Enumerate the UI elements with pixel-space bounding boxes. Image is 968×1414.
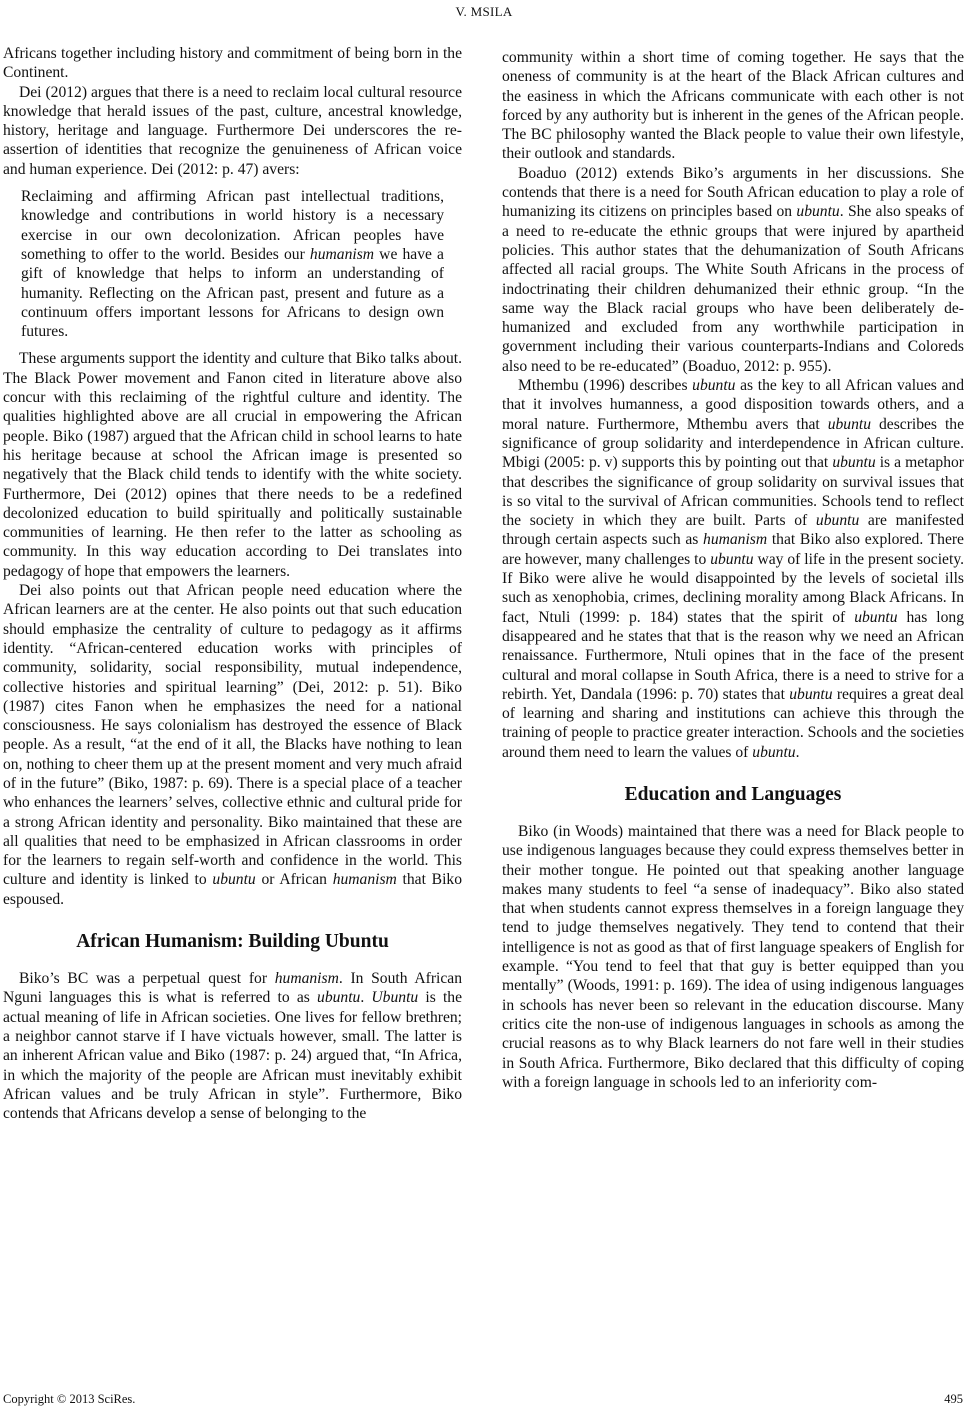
italic-term: ubuntu [692,377,736,395]
italic-term: humanism [703,531,768,549]
section-heading: African Humanism: Building Ubuntu [76,931,389,953]
body-paragraph: Dei also points out that African people need education where the African learners are at the center. He also points out that such education should emphasize the centrality of culture to pedagogy as it affirms identity. “African-centered education works with principles of community, solidarity, social responsibility, mutual independence, collective histories and spiritual learning” (Dei, 2012: p. 51). Biko (1987) cites Fanon when he emphasizes the need for a national consciousness. He says colonialism has destroyed the essence of Black people. As a result, “at the end of it all, the Blacks have nothing to lean on, nothing to cheer them up at the present moment and very much afraid of in the future” (Biko, 1987: p. 69). There is a special place of a teacher who enhances the learners’ selves, collective ethnic and cultural pride for a strong African identity and personality. Biko maintained that these are all qualities that need to be emphasized in African classrooms in order for the learners to regain self-worth and confidence in the world. This culture and identity is linked to ubuntu or African humanism that Biko espoused. [3,582,462,908]
italic-term: ubuntu [752,743,796,761]
body-paragraph: Boaduo (2012) extends Biko’s arguments in her discussions. She contends that there is a need for South African education to play a role of humanizing its citizens on principles based on ubuntu. She also speaks of a need to re-educate the ethnic groups that were injured by apartheid policies. This author states that the dehumanization of South Africans affected all racial groups. The White South Africans in the process of indoctrinating their children dehumanized their ethnic group. “In the same way the Black racial groups who have been deliberately de-humanized and excluded from any worthwhile participation in government including their various counterparts-Indians and Coloreds also need to be re-educated” (Boaduo, 2012: p. 955). [502,164,964,375]
page-number: 495 [944,1392,963,1406]
copyright-notice: Copyright © 2013 SciRes. [3,1392,136,1406]
italic-term: ubuntu [212,871,256,889]
italic-term: ubuntu [789,685,833,703]
body-paragraph: Mthembu (1996) describes ubuntu as the key to all African values and that it involves humanness, a good disposition towards others, and a moral nature. Furthermore, Mthembu avers that ubuntu describes the significance of group solidarity and interdependence in African culture. Mbigi (2005: p. v) supports this by pointing out that ubuntu is a metaphor that describes the significance of group solidarity on survival issues that is so vital to the survival of African communities. Schools tend to reflect the society in which they are built. Parts of ubuntu are manifested through certain aspects such as humanism that Biko also explored. There are however, many challenges to ubuntu way of life in the present society. If Biko were alive he would disappointed by the levels of societal ills such as xenophobia, crimes, declining morality among Black Africans. In fact, Ntuli (1999: p. 184) states that the spirit of ubuntu has long disappeared and he states that that is the reason why we need an African renaissance. Furthermore, Ntuli opines that in the face of the present cultural and moral collapse in South Africa, there is a need to strive for a rebirth. Yet, Dandala (1996: p. 70) states that ubuntu requires a great deal of learning and sharing and institutions can achieve this through the training of people to practice greater interaction. Schools and the societies around them need to learn the values of ubuntu. [502,377,965,761]
italic-term: ubuntu [710,550,754,568]
body-paragraph: Africans together including history and commitment of being born in the Continent. [3,45,462,82]
block-quote: Reclaiming and affirming African past intellectual traditions, knowledge and contributions in world history is a necessary exercise in our own decolonization. African peoples have something to offer to the world. Besides our humanism we have a gift of knowledge that helps to inform an understanding of humanity. Reflecting on the African past, present and future as a continuum offers important lessons for Africans to design own futures. [21,188,444,341]
section-heading: Education and Languages [624,783,842,805]
body-paragraph: community within a short time of coming together. He says that the oneness of community is at the heart of the Black African cultures and the easiness in which the Africans communicate with each other is not forced by any authority but is inherent in the genes of the African people. The BC philosophy wanted the Black people to value their own lifestyle, their outlook and standards. [502,49,964,163]
running-header: V. MSILA [455,4,513,19]
body-paragraph: These arguments support the identity and culture that Biko talks about. The Black Power movement and Fanon cited in literature above also concur with this reclaiming of the rightful culture and identity. The qualities highlighted above are all crucial in empowering the African people. Biko (1987) argued that the African child in school learns to hate his heritage because at school the African image is presented so negatively that the Black child tends to identify with the white society. Furthermore, Dei (2012) opines that there needs to be a redefined decolonized education to build spiritually and politically sustainable communities of learning. He then refer to the latter as schooling as community. In this way education according to Dei translates into pedagogy of hope that empowers the learners. [3,350,462,580]
italic-term: humanism [332,871,397,889]
italic-term: humanism [274,970,339,988]
italic-term: ubuntu [832,454,876,472]
body-paragraph: Biko (in Woods) maintained that there was a need for Black people to use indigenous languages because they could express themselves better in their mother tongue. He pointed out that speaking another language makes many students to feel “a sense of inadequacy”. Biko also stated that when students cannot express themselves in a foreign language they tend to judge themselves negatively. They tend to contend that their intelligence is not as good as that of first language speakers of English for example. “You tend to feel that that guy is better equipped than you mentally” (Woods, 1991: p. 169). The idea of using indigenous languages in schools has never been so relevant in the education discourse. Many critics cite the non-use of indigenous languages in schools as among the crucial reasons as to why Black learners do not fare well in their studies in South Africa. Furthermore, Biko declared that this difficulty of coping with a foreign language in schools led to an inferiority com- [502,822,964,1091]
italic-term: ubuntu [317,989,361,1007]
right-column [502,48,964,1092]
italic-term: ubuntu [796,203,840,221]
italic-term: ubuntu [854,608,898,626]
italic-term: ubuntu [827,415,872,433]
body-paragraph: Dei (2012) argues that there is a need to reclaim local cultural resource knowledge that herald issues of the past, culture, ancestral knowledge, history, heritage and language. Furthermore Dei underscores the re-assertion of identities that recognize the genuineness of African voice and human experience. Dei (2012: p. 47) avers: [3,83,462,178]
body-paragraph: Biko’s BC was a perpetual quest for humanism. In South African Nguni languages this is what is referred to as ubuntu. Ubuntu is the actual meaning of life in African societies. One lives for fellow brethren; a neighbor cannot starve if I have victuals however, small. The latter is an inherent African value and Biko (1987: p. 24) argued that, “In Africa, in which the majority of the people are African must inevitably exhibit African values and be truly African in style”. Furthermore, Biko contends that Africans develop a sense of belonging to the [3,970,463,1123]
left-column [3,44,462,1123]
italic-term: Ubuntu [371,989,419,1007]
italic-term: humanism [309,245,375,263]
italic-term: ubuntu [815,512,860,530]
